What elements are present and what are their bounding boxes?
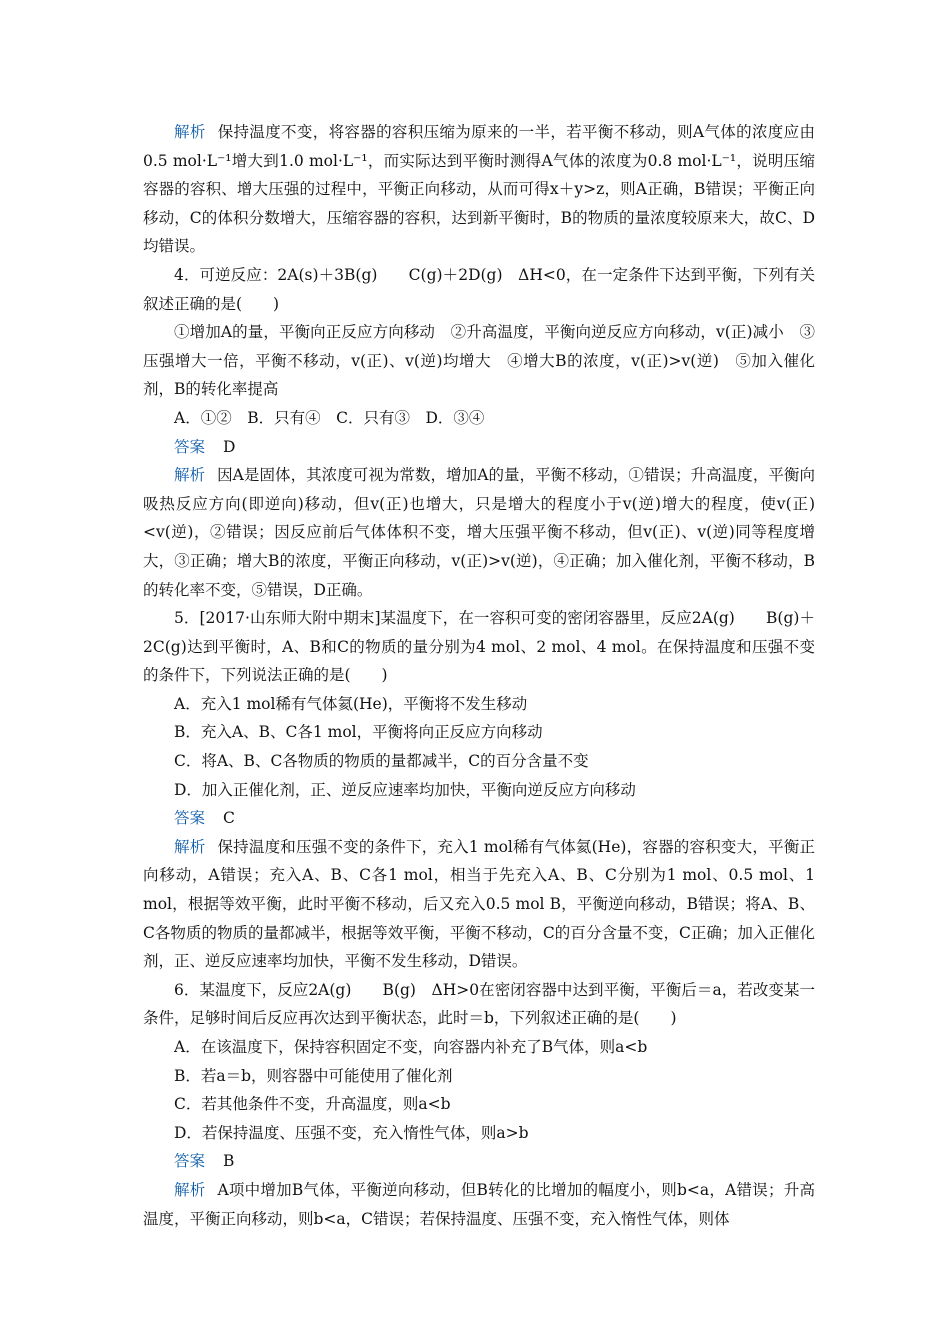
question-5-option-b: B．充入A、B、C各1 mol，平衡将向正反应方向移动 — [174, 723, 543, 742]
answer-label: 答案 — [174, 1152, 206, 1171]
question-6-option-d: D．若保持温度、压强不变，充入惰性气体，则a>b — [174, 1123, 529, 1142]
question-6-option-a: A．在该温度下，保持容积固定不变，向容器内补充了B气体，则a<b — [174, 1038, 648, 1056]
question-6-answer — [143, 1147, 815, 1176]
question-4-statements: ①增加A的量，平衡向正反应方向移动 ②升高温度，平衡向逆反应方向移动，v(正)减小 ③压强增大一倍，平衡不移动，v(正)、v(逆)均增大 ④增大B的浓度，v(正)>v(逆) ⑤加入催化剂，B的转化率提高 — [143, 323, 815, 399]
question-4-answer — [143, 433, 815, 462]
question-6-option-b: B．若a＝b，则容器中可能使用了催化剂 — [174, 1066, 453, 1085]
answer-value: D — [223, 437, 236, 456]
question-5-stem: 5．[2017·山东师大附中期末]某温度下，在一容积可变的密闭容器里，反应2A(g) B(g)＋2C(g)达到平衡时，A、B和C的物质的量分别为4 mol、2 mol、4 mol。在保持温度和压强不变的条件下，下列说法正确的是( ) — [143, 609, 815, 685]
question-5-analysis — [143, 833, 815, 976]
analysis-label: 解析 — [174, 837, 206, 856]
answer-value: B — [223, 1152, 235, 1171]
question-4-stem: 4．可逆反应：2A(s)＋3B(g) C(g)＋2D(g) ΔH<0，在一定条件下达到平衡，下列有关叙述正确的是( ) — [143, 265, 815, 313]
document-content — [143, 118, 815, 1233]
analysis-text: 因A是固体，其浓度可视为常数，增加A的量，平衡不移动，①错误；升高温度，平衡向吸热反应方向(即逆向)移动，但v(正)也增大，只是增大的程度小于v(逆)增大的程度，使v(正)<v(逆)，②错误；因反应前后气体体积不变，增大压强平衡不移动，但v(正)、v(逆)同等程度增大，③正确；增大B的浓度，平衡正向移动，v(正)>v(逆)，④正确；加入催化剂，平衡不移动，B的转化率不变，⑤错误，D正确。 — [143, 466, 815, 599]
question-4-options: A．①② B．只有④ C．只有③ D．③④ — [174, 408, 485, 427]
analysis-paragraph-q3 — [143, 118, 815, 261]
question-5-option-a: A．充入1 mol稀有气体氦(He)，平衡将不发生移动 — [174, 694, 528, 713]
question-6-option-c: C．若其他条件不变，升高温度，则a<b — [174, 1095, 451, 1114]
question-5-option-d: D．加入正催化剂，正、逆反应速率均加快，平衡向逆反应方向移动 — [174, 780, 636, 799]
question-6-analysis — [143, 1176, 815, 1233]
analysis-label: 解析 — [174, 123, 206, 141]
question-5-option-c: C．将A、B、C各物质的物质的量都减半，C的百分含量不变 — [174, 752, 589, 771]
analysis-label: 解析 — [174, 1180, 206, 1199]
question-6-stem: 6．某温度下，反应2A(g) B(g) ΔH>0在密闭容器中达到平衡，平衡后＝a，若改变某一条件，足够时间后反应再次达到平衡状态，此时＝b，下列叙述正确的是( ) — [143, 980, 815, 1028]
answer-label: 答案 — [174, 809, 206, 828]
answer-label: 答案 — [174, 437, 206, 456]
analysis-label: 解析 — [174, 466, 206, 485]
analysis-text: 保持温度和压强不变的条件下，充入1 mol稀有气体氦(He)，容器的容积变大，平衡正向移动，A错误；充入A、B、C各1 mol，相当于先充入A、B、C分别为1 mol、0.5 mol、1 mol，根据等效平衡，此时平衡不移动，后又充入0.5 mol B，平衡逆向移动，B错误；将A、B、C各物质的物质的量都减半，根据等效平衡，平衡不移动，C的百分含量不变，C正确；加入正催化剂，正、逆反应速率均加快，平衡不发生移动，D错误。 — [143, 837, 815, 971]
analysis-text: 保持温度不变，将容器的容积压缩为原来的一半，若平衡不移动，则A气体的浓度应由0.5 mol·L⁻¹增大到1.0 mol·L⁻¹，而实际达到平衡时测得A气体的浓度为0.8 mol·L⁻¹，说明压缩容器的容积、增大压强的过程中，平衡正向移动，从而可得x＋y>z，则A正确，B错误；平衡正向移动，C的体积分数增大，压缩容器的容积，达到新平衡时，B的物质的量浓度较原来大，故C、D均错误。 — [143, 123, 815, 256]
question-4-analysis — [143, 461, 815, 604]
answer-value: C — [223, 809, 235, 828]
analysis-text: A项中增加B气体，平衡逆向移动，但B转化的比增加的幅度小，则b<a，A错误；升高温度，平衡正向移动，则b<a，C错误；若保持温度、压强不变，充入惰性气体，则体 — [143, 1180, 815, 1228]
question-5-answer — [143, 804, 815, 833]
